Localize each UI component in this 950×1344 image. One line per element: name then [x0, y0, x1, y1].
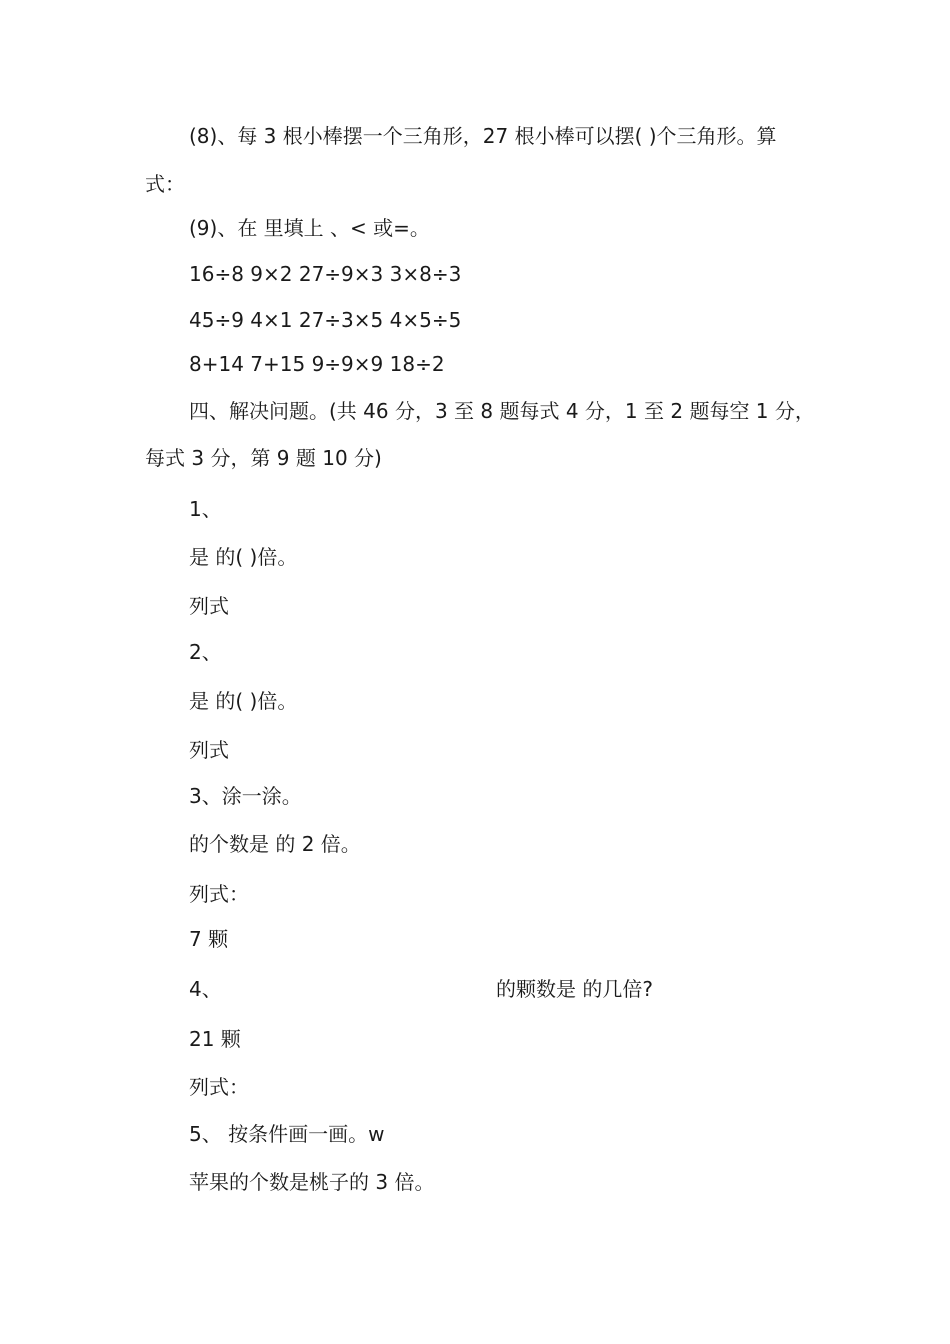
q9-title: (9)、在 里填上 、< 或=。 — [189, 216, 430, 240]
q8-line-2: 式： — [145, 172, 185, 196]
problem-1-text: 是 的( )倍。 — [189, 545, 298, 569]
problem-1-number: 1、 — [189, 497, 222, 521]
problem-3-formula: 列式： — [189, 882, 249, 906]
q9-row-3: 8+14 7+15 9÷9×9 18÷2 — [189, 352, 445, 376]
problem-4-number: 4、 — [189, 977, 222, 1001]
problem-2-text: 是 的( )倍。 — [189, 689, 298, 713]
problem-4-label-21: 21 颗 — [189, 1027, 241, 1051]
q9-row-2: 45÷9 4×1 27÷3×5 4×5÷5 — [189, 308, 462, 332]
q9-row-1: 16÷8 9×2 27÷9×3 3×8÷3 — [189, 262, 462, 286]
problem-4-label-7: 7 颗 — [189, 927, 229, 951]
problem-3-title: 3、涂一涂。 — [189, 784, 302, 808]
problem-3-text: 的个数是 的 2 倍。 — [189, 832, 361, 856]
problem-2-number: 2、 — [189, 640, 222, 664]
problem-5-title: 5、 按条件画一画。w — [189, 1122, 385, 1146]
problem-4-question: 的颗数是 的几倍? — [496, 977, 653, 1001]
problem-5-text: 苹果的个数是桃子的 3 倍。 — [189, 1170, 435, 1194]
section-4-heading-cont: 每式 3 分，第 9 题 10 分) — [145, 446, 382, 470]
section-4-heading: 四、解决问题。(共 46 分，3 至 8 题每式 4 分，1 至 2 题每空 1 分， — [189, 399, 815, 423]
q8-line-1: (8)、每 3 根小棒摆一个三角形，27 根小棒可以摆( )个三角形。算 — [189, 124, 777, 148]
problem-1-formula: 列式 — [189, 594, 229, 618]
problem-2-formula: 列式 — [189, 738, 229, 762]
problem-4-formula: 列式： — [189, 1075, 249, 1099]
